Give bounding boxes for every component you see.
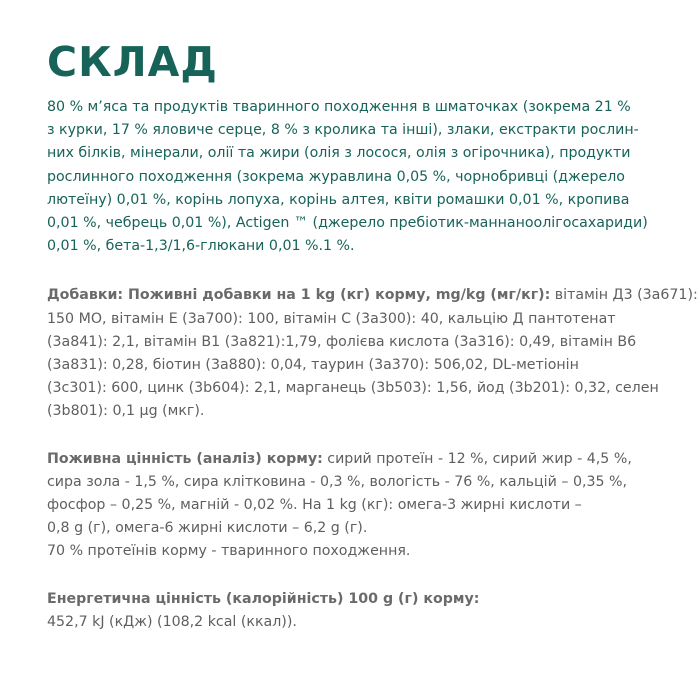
additives-line: (3b801): 0,1 µg (мкг).	[47, 403, 205, 420]
additives-text: вітамін Д3 (3а671):	[550, 287, 698, 304]
composition-text	[47, 96, 667, 258]
nutrition-text: сирий протеїн - 12 %, сирий жир - 4,5 %,	[322, 450, 632, 467]
nutrition-label: Поживна цінність (аналіз) корму:	[47, 450, 323, 467]
energy-value: 452,7 kJ (кДж) (108,2 kcal (ккал)).	[47, 613, 297, 630]
composition-line: 0,01 %, чебрець 0,01 %), Actigen ™ (джерело пребіотик-маннаноолігосахариди)	[47, 215, 648, 232]
nutrition-line: 70 % протеїнів корму - тваринного походження.	[47, 543, 411, 560]
nutrition-line: сира зола - 1,5 %, сира клітковина - 0,3 %, вологість - 76 %, кальцій – 0,35 %,	[47, 473, 628, 490]
additives-line: (3с301): 600, цинк (3b604): 2,1, марганець (3b503): 1,56, йод (3b201): 0,32, селен	[47, 380, 659, 397]
composition-line: з курки, 17 % яловиче серце, 8 % з кролика та інші), злаки, екстракти рослин-	[47, 122, 639, 139]
composition-line: рослинного походження (зокрема журавлина 0,05 %, чорнобривці (джерело	[47, 168, 625, 185]
nutrition-line: 0,8 g (г), омега-6 жирні кислоти – 6,2 g (г).	[47, 520, 368, 537]
nutrition-line	[47, 448, 667, 471]
composition-line: 80 % м’яса та продуктів тваринного походження в шматочках (зокрема 21 %	[47, 99, 631, 115]
energy-line	[47, 588, 667, 611]
nutrition-line: фосфор – 0,25 %, магній - 0,02 %. На 1 kg (кг): омега-3 жирні кислоти –	[47, 497, 582, 514]
additives-line	[47, 284, 698, 307]
composition-line: 0,01 %, бета-1,3/1,6-глюкани 0,01 %.1 %.	[47, 238, 355, 255]
additives-line: (3а841): 2,1, вітамін В1 (3а821):1,79, фолієва кислота (3а316): 0,49, вітамін В6	[47, 333, 637, 350]
composition-page	[47, 38, 698, 634]
energy-section	[47, 588, 667, 634]
composition-line: них білків, мінерали, олії та жири (олія з лосося, олія з огірочника), продукти	[47, 145, 631, 162]
additives-section	[47, 284, 698, 423]
composition-line: лютеїну) 0,01 %, корінь лопуха, корінь алтея, квіти ромашки 0,01 %, кропива	[47, 191, 630, 208]
additives-label: Добавки: Поживні добавки на 1 kg (кг) корму, mg/kg (мг/кг):	[47, 287, 551, 304]
additives-line: 150 МО, вітамін Е (3а700): 100, вітамін С (3а300): 40, кальцію Д пантотенат	[47, 310, 616, 327]
page-title: СКЛАД	[47, 38, 218, 86]
nutrition-section	[47, 448, 667, 564]
energy-label: Енергетична цінність (калорійність) 100 g (г) корму:	[47, 590, 480, 607]
additives-line: (3а831): 0,28, біотин (3а880): 0,04, таурин (3а370): 506,02, DL-метіонін	[47, 357, 579, 374]
